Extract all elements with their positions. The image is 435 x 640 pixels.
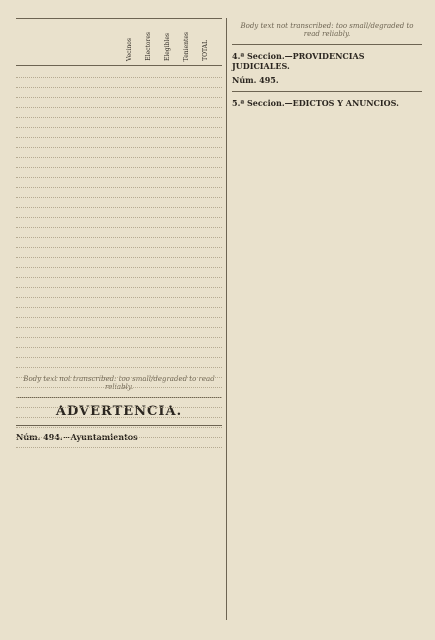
table-row	[16, 408, 222, 418]
table-row	[16, 358, 222, 368]
right-top-text: Body text not transcribed: too small/degraded to read reliably.	[240, 22, 414, 38]
left-column	[16, 18, 222, 626]
table-row	[16, 88, 222, 98]
table-row	[16, 378, 222, 388]
table-row	[16, 128, 222, 138]
table-header	[16, 19, 222, 66]
num-494: Núm. 494.—Ayuntamientos	[16, 432, 138, 442]
table-row	[16, 258, 222, 268]
table-row	[16, 368, 222, 378]
table-row	[16, 108, 222, 118]
left-body-text: Body text not transcribed: too small/degraded to read reliably.	[23, 375, 215, 391]
table-rows	[16, 66, 222, 448]
table-row	[16, 308, 222, 318]
table-row	[16, 188, 222, 198]
table-row	[16, 318, 222, 328]
table-row	[16, 148, 222, 158]
table-header-cell: Vecinos	[126, 37, 133, 61]
rule	[232, 91, 422, 92]
table-row	[16, 208, 222, 218]
edicts-section: 5.ª Seccion.—EDICTOS Y ANUNCIOS.	[232, 98, 399, 108]
table-row	[16, 298, 222, 308]
electoral-table	[16, 18, 222, 371]
column-divider	[226, 18, 227, 620]
num-495: Núm. 495.	[232, 75, 279, 85]
table-row	[16, 248, 222, 258]
table-row	[16, 278, 222, 288]
table-row	[16, 338, 222, 348]
table-row	[16, 78, 222, 88]
table-header-cell: TOTAL	[202, 40, 209, 61]
table-row	[16, 288, 222, 298]
judicial-section: 4.ª Seccion.—PROVIDENCIAS JUDICIALES.	[232, 51, 365, 71]
table-row	[16, 158, 222, 168]
rule	[232, 44, 422, 45]
table-row	[16, 348, 222, 358]
table-row	[16, 268, 222, 278]
table-row	[16, 138, 222, 148]
table-row	[16, 228, 222, 238]
table-row	[16, 178, 222, 188]
table-row	[16, 198, 222, 208]
table-row	[16, 118, 222, 128]
table-row	[16, 218, 222, 228]
advert-heading: ADVERTENCIA.	[55, 404, 183, 419]
table-row	[16, 388, 222, 398]
table-row	[16, 168, 222, 178]
right-column	[232, 18, 422, 626]
table-row	[16, 428, 222, 438]
table-row	[16, 98, 222, 108]
table-row	[16, 328, 222, 338]
table-row	[16, 68, 222, 78]
table-header-cell: Elegibles	[164, 33, 171, 61]
table-header-cell: Tenientes	[183, 31, 190, 61]
table-header-cell: Electores	[145, 32, 152, 61]
table-row	[16, 438, 222, 448]
table-row	[16, 238, 222, 248]
table-row	[16, 398, 222, 408]
table-row	[16, 418, 222, 428]
